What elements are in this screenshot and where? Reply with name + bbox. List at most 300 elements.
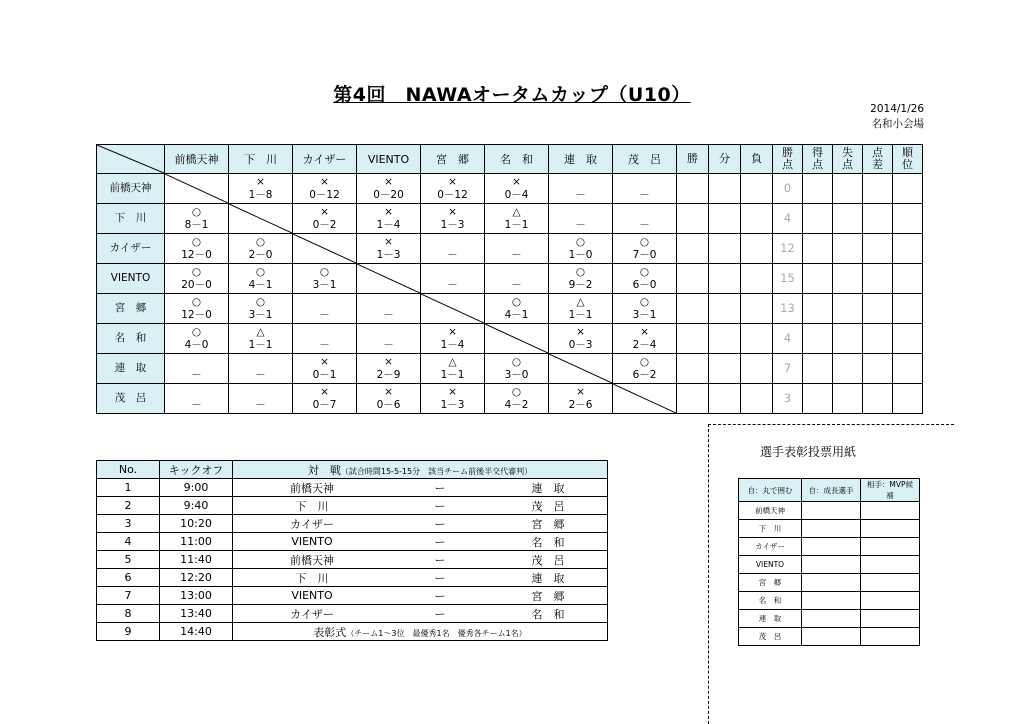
vote-row: [739, 520, 920, 538]
stat-cell: [677, 354, 709, 384]
result-cell: [357, 234, 421, 264]
stat-cell: [833, 174, 863, 204]
stat-cell: [677, 294, 709, 324]
result-cell: [357, 324, 421, 354]
away-team: 宮 郷: [489, 515, 608, 533]
team-header: 下 川: [229, 145, 293, 174]
result-symbol: [549, 176, 612, 189]
stat-cell: [741, 234, 773, 264]
result-score: 3－1: [632, 308, 657, 321]
versus-mark: ー: [391, 569, 489, 587]
match-no: 3: [97, 515, 160, 533]
vote-mvp-cell[interactable]: [861, 628, 920, 646]
result-cell: [421, 174, 485, 204]
result-cell: [357, 204, 421, 234]
match-no: 5: [97, 551, 160, 569]
result-symbol: [293, 326, 356, 339]
stat-cell: [709, 264, 741, 294]
team-row: [97, 294, 923, 324]
points-cell: 4: [773, 204, 803, 234]
stat-header: 点 差: [863, 145, 893, 174]
stat-cell: [741, 324, 773, 354]
no-header: No.: [97, 461, 160, 479]
schedule-row: [97, 551, 608, 569]
result-symbol: ○: [255, 265, 266, 278]
vote-growth-cell[interactable]: [802, 502, 861, 520]
stat-header: 勝: [677, 145, 709, 174]
event-date: 2014/1/26: [870, 103, 924, 115]
result-cell: [229, 384, 293, 414]
result-cell: [293, 384, 357, 414]
stat-cell: [833, 204, 863, 234]
result-score: －: [447, 248, 458, 261]
result-cell: [421, 384, 485, 414]
schedule-header-row: [97, 461, 608, 479]
schedule-row: [97, 587, 608, 605]
stat-cell: [863, 324, 893, 354]
stat-cell: [893, 384, 923, 414]
team-row: [97, 204, 923, 234]
result-cell: [421, 354, 485, 384]
vote-team: 宮 郷: [739, 574, 802, 592]
versus-mark: ー: [391, 497, 489, 515]
schedule-row: [97, 533, 608, 551]
stat-cell: [833, 384, 863, 414]
result-score: －: [575, 188, 586, 201]
stat-cell: [677, 264, 709, 294]
result-symbol: ○: [639, 355, 650, 368]
result-symbol: ○: [191, 235, 202, 248]
stat-cell: [833, 294, 863, 324]
result-symbol: ×: [384, 355, 393, 368]
result-symbol: ×: [256, 175, 265, 188]
result-cell: [613, 294, 677, 324]
result-symbol: ×: [384, 175, 393, 188]
stat-cell: [741, 354, 773, 384]
stat-cell: [833, 264, 863, 294]
versus-mark: ー: [391, 605, 489, 623]
match-no: 2: [97, 497, 160, 515]
stat-cell: [709, 174, 741, 204]
result-cell: [357, 174, 421, 204]
vote-growth-cell[interactable]: [802, 556, 861, 574]
result-symbol: ×: [320, 385, 329, 398]
result-symbol: ○: [319, 265, 330, 278]
result-symbol: [293, 296, 356, 309]
match-time: 12:20: [160, 569, 233, 587]
stat-cell: [863, 174, 893, 204]
result-symbol: [165, 386, 228, 399]
stat-cell: [709, 294, 741, 324]
result-cell: [421, 204, 485, 234]
result-cell: [229, 204, 293, 234]
stat-cell: [833, 234, 863, 264]
vote-team: 下 川: [739, 520, 802, 538]
stat-cell: [893, 174, 923, 204]
result-symbol: [485, 236, 548, 249]
result-cell: [357, 384, 421, 414]
match-no: 6: [97, 569, 160, 587]
result-score: －: [447, 278, 458, 291]
result-cell: [613, 324, 677, 354]
stat-cell: [803, 234, 833, 264]
result-symbol: ×: [384, 205, 393, 218]
result-symbol: ○: [639, 265, 650, 278]
result-score: 2－0: [248, 248, 273, 261]
result-cell: [293, 264, 357, 294]
vote-row: [739, 610, 920, 628]
result-score: －: [383, 308, 394, 321]
result-score: －: [255, 368, 266, 381]
result-score: －: [639, 218, 650, 231]
match-time: 13:00: [160, 587, 233, 605]
result-score: 1－1: [248, 338, 273, 351]
result-symbol: ×: [320, 355, 329, 368]
page-title: 第4回 NAWAオータムカップ（U10）: [333, 84, 691, 106]
away-team: 茂 呂: [489, 497, 608, 515]
stat-cell: [741, 264, 773, 294]
versus-mark: ー: [391, 587, 489, 605]
result-score: 0－20: [373, 188, 404, 201]
result-score: 1－8: [248, 188, 273, 201]
stat-cell: [709, 384, 741, 414]
result-cell: [549, 294, 613, 324]
team-header: VIENTO: [357, 145, 421, 174]
result-symbol: ×: [576, 325, 585, 338]
result-symbol: ○: [255, 295, 266, 308]
vote-header: 相手：MVP候補: [861, 479, 920, 502]
event-venue: 名和小会場: [871, 118, 924, 130]
team-header: カイザー: [293, 145, 357, 174]
vote-mvp-cell[interactable]: [861, 610, 920, 628]
stat-header: 失 点: [833, 145, 863, 174]
result-cell: [485, 174, 549, 204]
result-cell: [549, 264, 613, 294]
stat-cell: [863, 234, 893, 264]
result-symbol: △: [576, 295, 585, 308]
stat-cell: [803, 264, 833, 294]
result-score: －: [639, 188, 650, 201]
stat-cell: [803, 384, 833, 414]
vote-header-row: [739, 479, 920, 502]
result-symbol: ○: [191, 325, 202, 338]
result-cell: [421, 294, 485, 324]
result-cell: [293, 204, 357, 234]
result-score: 0－3: [568, 338, 593, 351]
result-symbol: ○: [511, 355, 522, 368]
match-label: 対 戦: [307, 463, 341, 477]
match-time: 11:40: [160, 551, 233, 569]
stat-cell: [741, 384, 773, 414]
vote-title: 選手表彰投票用紙: [760, 445, 857, 459]
result-cell: [613, 264, 677, 294]
vote-team: 茂 呂: [739, 628, 802, 646]
result-cell: [613, 204, 677, 234]
schedule-row: [97, 605, 608, 623]
stat-cell: [677, 324, 709, 354]
result-cell: [165, 354, 229, 384]
result-score: 3－1: [312, 278, 337, 291]
result-cell: [229, 324, 293, 354]
schedule-row: [97, 479, 608, 497]
match-time: 9:40: [160, 497, 233, 515]
stat-header: 順 位: [893, 145, 923, 174]
result-cell: [613, 174, 677, 204]
home-team: VIENTO: [233, 587, 392, 605]
result-symbol: △: [448, 355, 457, 368]
result-cell: [165, 174, 229, 204]
stat-cell: [709, 354, 741, 384]
team-header: 宮 郷: [421, 145, 485, 174]
match-no: 9: [97, 623, 160, 641]
result-cell: [613, 354, 677, 384]
result-cell: [229, 354, 293, 384]
team-row: [97, 324, 923, 354]
vote-team: 連 取: [739, 610, 802, 628]
result-symbol: [357, 326, 420, 339]
result-cell: [229, 174, 293, 204]
stat-cell: [893, 294, 923, 324]
result-score: 0－12: [309, 188, 340, 201]
result-symbol: ○: [575, 265, 586, 278]
result-symbol: ○: [639, 235, 650, 248]
result-cell: [165, 324, 229, 354]
result-score: 7－0: [632, 248, 657, 261]
stat-cell: [677, 174, 709, 204]
result-cell: [421, 234, 485, 264]
result-cell: [421, 324, 485, 354]
result-score: 0－7: [312, 398, 337, 411]
stat-cell: [709, 234, 741, 264]
team-row: [97, 234, 923, 264]
team-row: [97, 264, 923, 294]
results-table: [96, 144, 923, 414]
result-cell: [549, 174, 613, 204]
home-team: カイザー: [233, 605, 392, 623]
stat-cell: [803, 294, 833, 324]
ceremony-label: 表彰式: [313, 625, 347, 639]
result-symbol: [485, 266, 548, 279]
result-cell: [485, 264, 549, 294]
stat-cell: [893, 354, 923, 384]
vote-growth-cell[interactable]: [802, 592, 861, 610]
result-cell: [293, 324, 357, 354]
stat-cell: [833, 354, 863, 384]
stat-cell: [893, 204, 923, 234]
home-team: 下 川: [233, 569, 392, 587]
result-score: －: [255, 398, 266, 411]
stat-cell: [803, 174, 833, 204]
match-no: 7: [97, 587, 160, 605]
result-cell: [165, 234, 229, 264]
vote-row: [739, 502, 920, 520]
vote-mvp-cell[interactable]: [861, 574, 920, 592]
team-header: 連 取: [549, 145, 613, 174]
result-cell: [165, 204, 229, 234]
vote-team: VIENTO: [739, 556, 802, 574]
vote-growth-cell[interactable]: [802, 520, 861, 538]
result-symbol: ×: [384, 235, 393, 248]
match-header: [233, 461, 608, 479]
result-cell: [165, 264, 229, 294]
ceremony-cell: [233, 623, 608, 641]
result-symbol: [229, 386, 292, 399]
result-cell: [357, 264, 421, 294]
vote-mvp-cell[interactable]: [861, 556, 920, 574]
vote-team: 名 和: [739, 592, 802, 610]
result-score: 3－1: [248, 308, 273, 321]
result-symbol: ×: [384, 385, 393, 398]
result-score: －: [511, 248, 522, 261]
stat-header: 得 点: [803, 145, 833, 174]
result-score: 20－0: [181, 278, 212, 291]
result-symbol: ○: [511, 295, 522, 308]
result-symbol: ×: [512, 175, 521, 188]
result-score: 12－0: [181, 308, 212, 321]
stat-cell: [741, 204, 773, 234]
vote-row: [739, 538, 920, 556]
result-cell: [549, 324, 613, 354]
vote-header: 自：成長選手: [802, 479, 861, 502]
row-team-name: 連 取: [97, 354, 165, 384]
result-score: 2－9: [376, 368, 401, 381]
result-symbol: ×: [448, 175, 457, 188]
stat-cell: [893, 324, 923, 354]
team-header: 前橋天神: [165, 145, 229, 174]
result-score: －: [383, 338, 394, 351]
points-cell: 12: [773, 234, 803, 264]
result-cell: [357, 294, 421, 324]
result-cell: [485, 354, 549, 384]
result-symbol: ×: [448, 205, 457, 218]
result-score: 2－4: [632, 338, 657, 351]
result-score: 1－1: [568, 308, 593, 321]
result-symbol: ○: [575, 235, 586, 248]
stat-cell: [677, 384, 709, 414]
stat-cell: [863, 294, 893, 324]
vote-mvp-cell[interactable]: [861, 502, 920, 520]
away-team: 名 和: [489, 605, 608, 623]
result-symbol: ×: [320, 205, 329, 218]
result-cell: [485, 384, 549, 414]
result-score: 2－6: [568, 398, 593, 411]
result-cell: [293, 354, 357, 384]
points-cell: 3: [773, 384, 803, 414]
vote-growth-cell[interactable]: [802, 538, 861, 556]
result-symbol: ×: [640, 325, 649, 338]
result-cell: [485, 324, 549, 354]
result-cell: [229, 264, 293, 294]
result-score: 1－1: [440, 368, 465, 381]
stat-cell: [833, 324, 863, 354]
result-symbol: ○: [255, 235, 266, 248]
away-team: 茂 呂: [489, 551, 608, 569]
vote-growth-cell[interactable]: [802, 574, 861, 592]
schedule-row: [97, 515, 608, 533]
stat-cell: [893, 264, 923, 294]
result-cell: [421, 264, 485, 294]
vote-row: [739, 628, 920, 646]
points-cell: 13: [773, 294, 803, 324]
stat-cell: [863, 384, 893, 414]
result-symbol: [613, 176, 676, 189]
match-time: 14:40: [160, 623, 233, 641]
match-note: （試合時間15-5-15分 該当チーム前後半交代審判）: [340, 466, 533, 476]
match-time: 11:00: [160, 533, 233, 551]
cut-line-horizontal: [708, 424, 954, 425]
kickoff-header: キックオフ: [160, 461, 233, 479]
vote-table: [738, 478, 920, 646]
cut-line-vertical: [708, 424, 709, 724]
team-row: [97, 174, 923, 204]
result-score: 1－3: [376, 248, 401, 261]
result-score: －: [191, 368, 202, 381]
vote-mvp-cell[interactable]: [861, 538, 920, 556]
stat-cell: [741, 174, 773, 204]
results-header-row: [97, 145, 923, 174]
stat-cell: [863, 204, 893, 234]
match-no: 4: [97, 533, 160, 551]
vote-growth-cell[interactable]: [802, 610, 861, 628]
stat-cell: [741, 294, 773, 324]
schedule-row: [97, 569, 608, 587]
team-row: [97, 384, 923, 414]
versus-mark: ー: [391, 479, 489, 497]
match-time: 13:40: [160, 605, 233, 623]
result-cell: [485, 204, 549, 234]
vote-mvp-cell[interactable]: [861, 520, 920, 538]
result-symbol: [613, 206, 676, 219]
result-cell: [485, 234, 549, 264]
match-time: 10:20: [160, 515, 233, 533]
row-team-name: VIENTO: [97, 264, 165, 294]
result-score: －: [511, 278, 522, 291]
row-team-name: 前橋天神: [97, 174, 165, 204]
away-team: 連 取: [489, 479, 608, 497]
vote-team: 前橋天神: [739, 502, 802, 520]
stat-cell: [709, 204, 741, 234]
row-team-name: 下 川: [97, 204, 165, 234]
result-symbol: ○: [191, 265, 202, 278]
result-cell: [357, 354, 421, 384]
result-symbol: ○: [191, 205, 202, 218]
team-row: [97, 354, 923, 384]
vote-growth-cell[interactable]: [802, 628, 861, 646]
result-score: 1－4: [440, 338, 465, 351]
home-team: VIENTO: [233, 533, 392, 551]
result-symbol: [549, 206, 612, 219]
stat-cell: [677, 204, 709, 234]
vote-header: 自：丸で囲む: [739, 479, 802, 502]
home-team: 下 川: [233, 497, 392, 515]
result-score: －: [575, 218, 586, 231]
team-header: 名 和: [485, 145, 549, 174]
result-score: 1－0: [568, 248, 593, 261]
result-cell: [293, 174, 357, 204]
result-cell: [293, 234, 357, 264]
result-symbol: ○: [191, 295, 202, 308]
result-score: 4－2: [504, 398, 529, 411]
vote-row: [739, 556, 920, 574]
result-score: 0－4: [504, 188, 529, 201]
result-symbol: ×: [448, 325, 457, 338]
points-cell: 15: [773, 264, 803, 294]
points-cell: 4: [773, 324, 803, 354]
result-cell: [549, 384, 613, 414]
result-score: 6－0: [632, 278, 657, 291]
vote-mvp-cell[interactable]: [861, 592, 920, 610]
versus-mark: ー: [391, 515, 489, 533]
